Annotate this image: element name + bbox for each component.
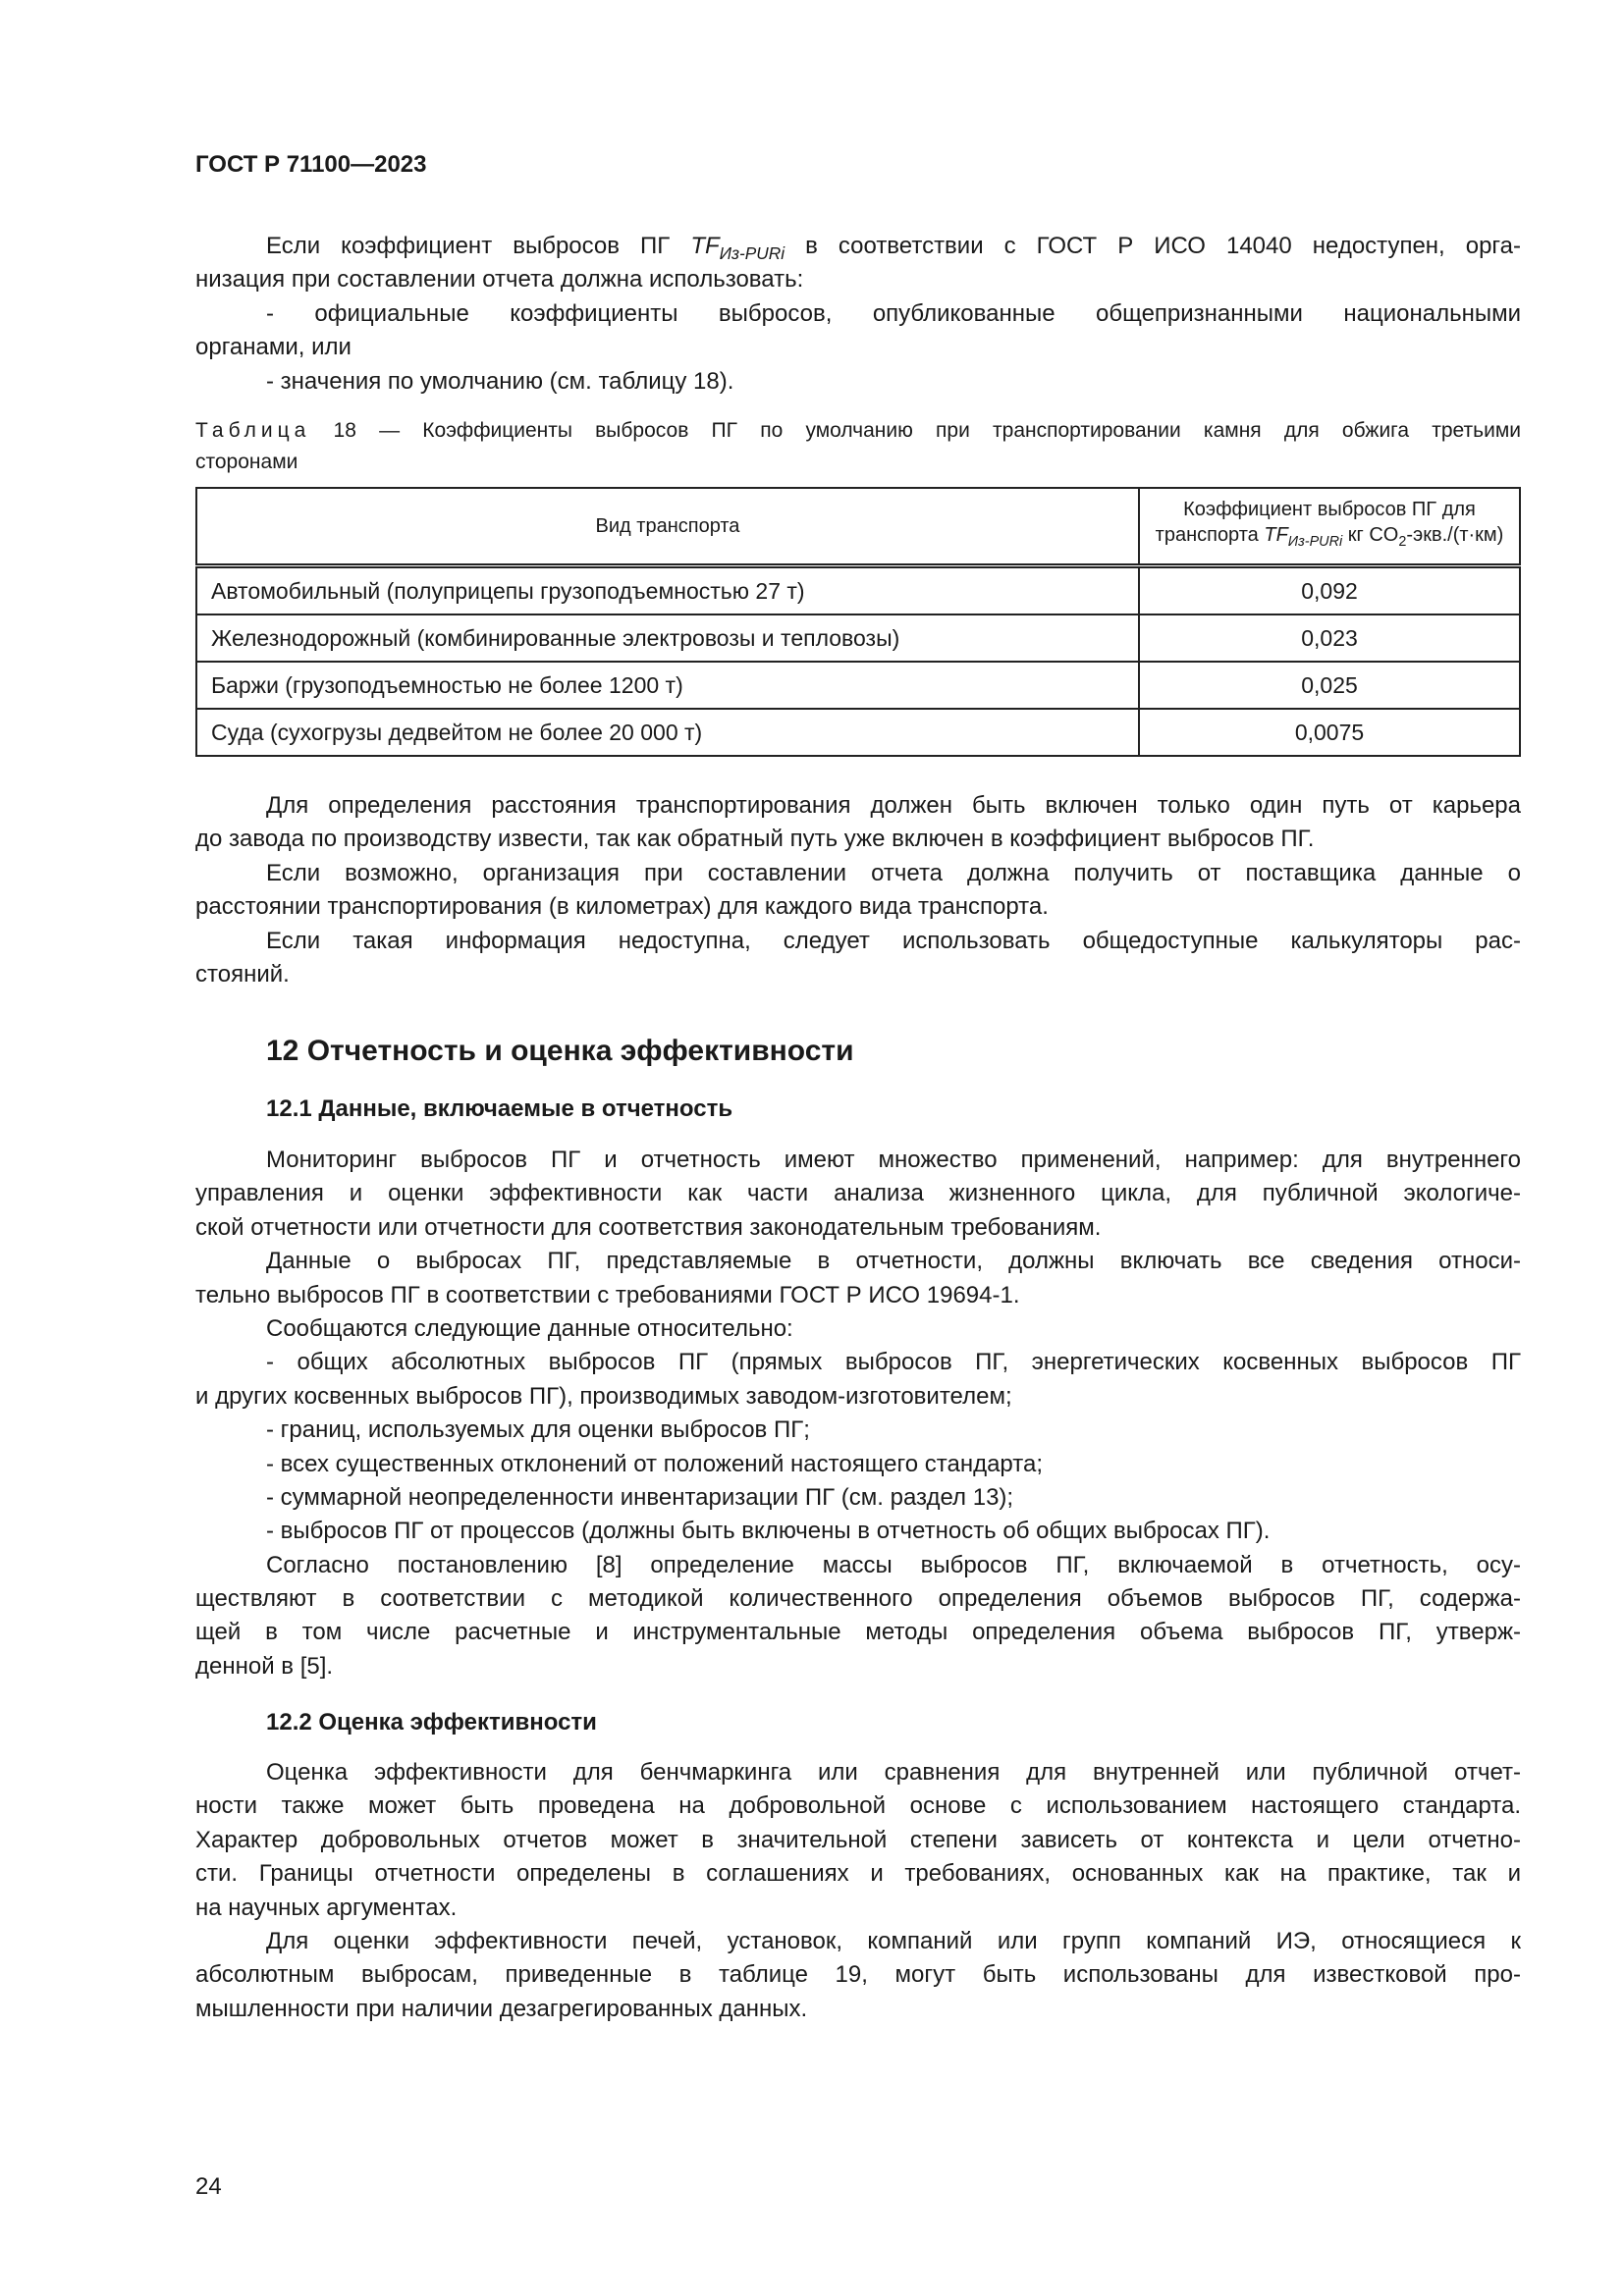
text-run: тельно выбросов ПГ в соответствии с требованиями ГОСТ Р ИСО 19694-1.	[195, 1281, 1020, 1308]
text-run: - границ, используемых для оценки выбросов ПГ;	[266, 1416, 810, 1444]
formula-symbol: Из-PURi	[719, 243, 785, 264]
text-run: - общих абсолютных выбросов ПГ (прямых выбросов ПГ, энергетических косвенных выбросов ПГ	[266, 1349, 1521, 1376]
emission-factors-table	[195, 487, 1521, 757]
text-run: управления и оценки эффективности как части анализа жизненного цикла, для публичной экологиче-	[195, 1180, 1521, 1207]
text-run: щей в том числе расчетные и инструментальные методы определения объема выбросов ПГ, утверж-	[195, 1619, 1521, 1646]
page-number: 24	[195, 2173, 222, 2200]
table-row	[196, 709, 1520, 756]
emission-factor: 0,0075	[1139, 709, 1520, 756]
transport-type: Автомобильный (полуприцепы грузоподъемностью 27 т)	[196, 566, 1139, 615]
text-line	[195, 263, 1521, 296]
table-row	[196, 662, 1520, 709]
text-run: 18 — Коэффициенты выбросов ПГ по умолчанию при транспортировании камня для обжига третьими	[310, 419, 1521, 442]
table-caption	[195, 415, 1521, 478]
text-line	[195, 1650, 1521, 1683]
text-run: на научных аргументах.	[195, 1894, 458, 1921]
text-line	[195, 1346, 1521, 1379]
text-line	[195, 857, 1521, 890]
text-line	[195, 1245, 1521, 1278]
text-run: сторонами	[195, 451, 298, 473]
emission-factor: 0,025	[1139, 662, 1520, 709]
table-label: Таблица	[195, 419, 311, 442]
text-line	[195, 297, 1521, 331]
text-run: и других косвенных выбросов ПГ), производимых заводом-изготовителем;	[195, 1382, 1012, 1410]
table-row	[196, 614, 1520, 662]
text-run: Если коэффициент выбросов ПГ	[266, 233, 691, 259]
text-line	[195, 230, 1521, 263]
emission-factor: 0,023	[1139, 614, 1520, 662]
text-run: расстоянии транспортирования (в километрах) для каждого вида транспорта.	[195, 893, 1049, 921]
text-line	[195, 1892, 1521, 1925]
section-12-heading: 12 Отчетность и оценка эффективности	[266, 1035, 854, 1067]
intro-paragraphs	[195, 230, 1521, 399]
col-header-transport: Вид транспорта	[196, 488, 1139, 566]
text-run: Согласно постановлению [8] определение массы выбросов ПГ, включаемой в отчетность, осу-	[266, 1551, 1521, 1578]
text-run: низация при составлении отчета должна использовать:	[195, 266, 804, 294]
transport-type: Суда (сухогрузы дедвейтом не более 20 000 т)	[196, 709, 1139, 756]
transport-type: Железнодорожный (комбинированные электровозы и тепловозы)	[196, 614, 1139, 662]
text-line	[195, 823, 1521, 856]
text-line	[195, 1312, 1521, 1346]
text-run: ности также может быть проведена на добровольной основе с использованием настоящего стандарта.	[195, 1792, 1521, 1820]
text-line	[195, 1616, 1521, 1649]
text-line	[195, 1582, 1521, 1616]
text-run: Сообщаются следующие данные относительно:	[266, 1314, 793, 1342]
text-run: до завода по производству извести, так как обратный путь уже включен в коэффициент выбросов ПГ.	[195, 826, 1315, 853]
text-line	[195, 1177, 1521, 1210]
text-line	[195, 958, 1521, 991]
text-run: Оценка эффективности для бенчмаркинга или сравнения для внутренней или публичной отчет-	[266, 1759, 1521, 1786]
text-run: - выбросов ПГ от процессов (должны быть включены в отчетность об общих выбросах ПГ).	[266, 1518, 1271, 1545]
text-line	[195, 415, 1521, 447]
text-run: ской отчетности или отчетности для соответствия законодательным требованиям.	[195, 1213, 1102, 1241]
text-run: абсолютным выбросам, приведенные в таблице 19, могут быть использованы для известковой про-	[195, 1961, 1521, 1989]
formula-symbol: TF	[690, 233, 720, 259]
emission-factor: 0,092	[1139, 566, 1520, 615]
text-run: Если такая информация недоступна, следует использовать общедоступные калькуляторы рас-	[266, 927, 1521, 954]
text-run: ществляют в соответствии с методикой количественного определения объемов выбросов ПГ, содержа-	[195, 1585, 1521, 1613]
section-12-1-body	[195, 1144, 1521, 1683]
text-run: Для оценки эффективности печей, установок, компаний или групп компаний ИЭ, относящиеся к	[266, 1927, 1521, 1954]
co2-subscript: 2	[1398, 534, 1407, 551]
col-header-text: транспорта	[1155, 524, 1265, 547]
col-header-factor-line1: Коэффициент выбросов ПГ для	[1183, 499, 1476, 521]
text-run: Данные о выбросах ПГ, представляемые в отчетности, должны включать все сведения относи-	[266, 1248, 1521, 1275]
table-row	[196, 566, 1520, 615]
text-line	[195, 1958, 1521, 1992]
text-line	[195, 1549, 1521, 1582]
text-run: - значения по умолчанию (см. таблицу 18).	[266, 367, 734, 395]
text-line	[195, 1144, 1521, 1177]
text-run: Для определения расстояния транспортирования должен быть включен только один путь от карьера	[266, 792, 1521, 819]
col-header-unit-tail: -экв./(т·км)	[1406, 524, 1504, 547]
text-line	[195, 1857, 1521, 1891]
text-run: в соответствии с ГОСТ Р ИСО 14040 недоступен, орга-	[785, 233, 1521, 259]
text-run: органами, или	[195, 334, 352, 361]
text-line	[195, 1993, 1521, 2026]
text-run: сти. Границы отчетности определены в соглашениях и требованиях, основанных как на практике, так и	[195, 1860, 1521, 1888]
section-12-1-heading: 12.1 Данные, включаемые в отчетность	[266, 1095, 733, 1122]
text-run: стояний.	[195, 960, 290, 988]
text-line	[195, 1481, 1521, 1515]
text-run: денной в [5].	[195, 1652, 334, 1680]
tf-symbol: TF	[1264, 524, 1288, 547]
text-run: Характер добровольных отчетов может в значительной степени зависеть от контекста и цели отчетно-	[195, 1826, 1521, 1853]
text-line	[195, 1756, 1521, 1789]
text-line	[195, 1211, 1521, 1245]
transport-type: Баржи (грузоподъемностью не более 1200 т)	[196, 662, 1139, 709]
text-run: мышленности при наличии дезагрегированных данных.	[195, 1995, 808, 2022]
col-header-factor	[1139, 488, 1520, 566]
section-12-2-heading: 12.2 Оценка эффективности	[266, 1709, 597, 1735]
document-header: ГОСТ Р 71100—2023	[195, 151, 427, 178]
tf-subscript: Из-PURi	[1287, 534, 1343, 551]
text-line	[195, 925, 1521, 958]
text-run: Если возможно, организация при составлении отчета должна получить от поставщика данные о	[266, 859, 1521, 886]
text-run: - всех существенных отклонений от положений настоящего стандарта;	[266, 1450, 1043, 1477]
text-line	[195, 447, 1521, 478]
section-12-2-body	[195, 1756, 1521, 2026]
text-run: Мониторинг выбросов ПГ и отчетность имеют множество применений, например: для внутреннего	[266, 1147, 1521, 1173]
col-header-unit: кг CO	[1342, 524, 1399, 547]
text-line	[195, 1380, 1521, 1414]
text-line	[195, 1515, 1521, 1548]
text-line	[195, 890, 1521, 924]
text-line	[195, 365, 1521, 399]
table-header-row	[196, 488, 1520, 566]
text-run: - суммарной неопределенности инвентаризации ПГ (см. раздел 13);	[266, 1483, 1014, 1511]
text-line	[195, 1789, 1521, 1823]
text-line	[195, 1279, 1521, 1312]
text-line	[195, 789, 1521, 823]
text-line	[195, 331, 1521, 364]
text-run: - официальные коэффициенты выбросов, опубликованные общепризнанными национальными	[266, 299, 1521, 327]
text-line	[195, 1414, 1521, 1447]
text-line	[195, 1824, 1521, 1857]
text-line	[195, 1448, 1521, 1481]
transport-distance-paragraphs	[195, 789, 1521, 991]
text-line	[195, 1925, 1521, 1958]
